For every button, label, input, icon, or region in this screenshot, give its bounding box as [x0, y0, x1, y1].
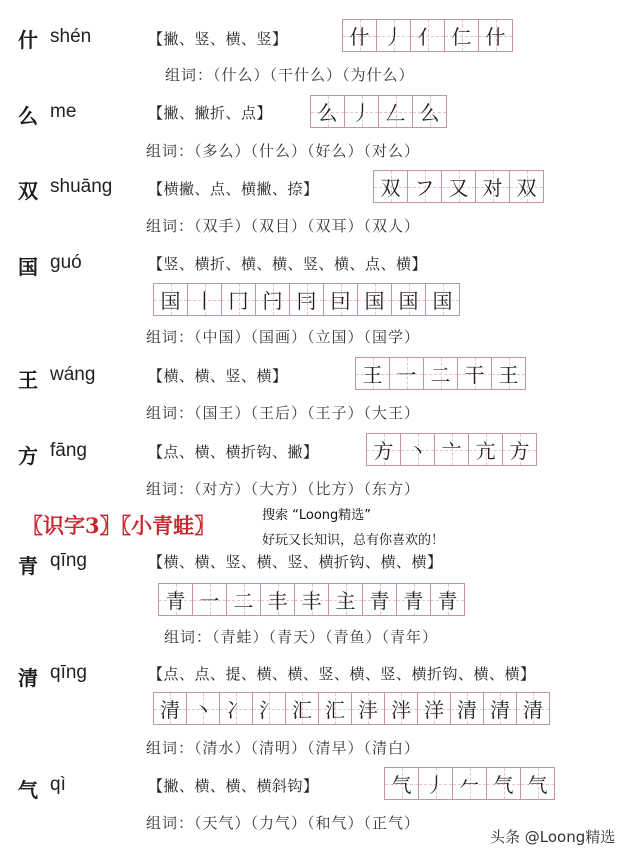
entry-pinyin: guó — [50, 252, 82, 273]
stroke-order-grid — [373, 170, 544, 203]
entry-words: 组词：（青蛙）（青天）（青鱼）（青年） — [164, 628, 439, 646]
grid-cell: 𠂉 — [453, 768, 487, 799]
stroke-order-grid — [153, 283, 460, 316]
grid-cell: 青 — [159, 584, 193, 615]
grid-cell: 亻 — [411, 20, 445, 51]
entry-words: 组词：（什么）（干什么）（为什么） — [165, 66, 415, 84]
entry-char: 清 — [18, 666, 38, 690]
grid-cell: 泮 — [385, 693, 418, 724]
stroke-order-grid — [342, 19, 513, 52]
entry-char: 么 — [18, 104, 38, 128]
grid-cell: 干 — [458, 358, 492, 389]
grid-cell: 𠃋 — [379, 96, 413, 127]
entry-pinyin: me — [50, 101, 77, 122]
entry-words: 组词：（中国）（国画）（立国）（国学） — [146, 328, 421, 346]
grid-cell: 么 — [413, 96, 446, 127]
entry-char: 青 — [18, 554, 38, 578]
grid-cell: 气 — [521, 768, 554, 799]
grid-cell: 清 — [517, 693, 549, 724]
entry-strokes: 【横、横、竖、横】 — [148, 367, 288, 385]
grid-cell: 汇 — [319, 693, 352, 724]
grid-cell: 方 — [503, 434, 536, 465]
grid-cell: 方 — [367, 434, 401, 465]
entry-words: 组词：（双手）（双目）（双耳）（双人） — [146, 217, 421, 235]
grid-cell: 主 — [329, 584, 363, 615]
grid-cell: 青 — [397, 584, 431, 615]
grid-cell: 国 — [358, 284, 392, 315]
entry-words: 组词：（多么）（什么）（好么）（对么） — [146, 142, 421, 160]
grid-cell: 一 — [390, 358, 424, 389]
grid-cell: 么 — [311, 96, 345, 127]
entry-words: 组词：（天气）（力气）（和气）（正气） — [146, 814, 421, 832]
entry-char: 方 — [18, 444, 38, 468]
entry-char: 气 — [18, 778, 38, 802]
grid-cell: フ — [408, 171, 442, 202]
stroke-order-grid — [310, 95, 447, 128]
grid-cell: 冫 — [220, 693, 253, 724]
section-title: 〖识字3〗〖小青蛙〗 — [22, 513, 216, 538]
grid-cell: 二 — [227, 584, 261, 615]
entry-pinyin: qīng — [50, 550, 87, 571]
grid-cell: 什 — [343, 20, 377, 51]
grid-cell: 冃 — [290, 284, 324, 315]
stroke-order-grid — [153, 692, 550, 725]
stroke-order-grid — [366, 433, 537, 466]
grid-cell: 气 — [487, 768, 521, 799]
grid-cell: 洋 — [418, 693, 451, 724]
watermark: 头条 @Loong精选 — [490, 828, 616, 846]
entry-words: 组词：（国王）（王后）（王子）（大王） — [146, 404, 421, 422]
entry-pinyin: fāng — [50, 440, 87, 461]
grid-cell: 气 — [385, 768, 419, 799]
grid-cell: 王 — [356, 358, 390, 389]
entry-pinyin: qīng — [50, 662, 87, 683]
grid-cell: 亠 — [435, 434, 469, 465]
entry-pinyin: shuāng — [50, 176, 113, 197]
entry-char: 王 — [18, 368, 38, 392]
grid-cell: 丿 — [377, 20, 411, 51]
entry-char: 双 — [18, 179, 38, 203]
stroke-order-grid — [384, 767, 555, 800]
entry-strokes: 【竖、横折、横、横、竖、横、点、横】 — [148, 255, 428, 273]
entry-pinyin: wáng — [50, 364, 96, 385]
grid-cell: 一 — [193, 584, 227, 615]
entry-words: 组词：（对方）（大方）（比方）（东方） — [146, 480, 421, 498]
grid-cell: 丰 — [295, 584, 329, 615]
grid-cell: 丰 — [261, 584, 295, 615]
grid-cell: 汇 — [286, 693, 319, 724]
grid-cell: 亢 — [469, 434, 503, 465]
grid-cell: 仁 — [445, 20, 479, 51]
grid-cell: 清 — [154, 693, 187, 724]
grid-cell: 国 — [392, 284, 426, 315]
grid-cell: 国 — [426, 284, 459, 315]
grid-cell: 青 — [363, 584, 397, 615]
entry-strokes: 【撇、竖、横、竖】 — [148, 30, 288, 48]
promo-search-text: 搜索 “Loong精选” — [262, 508, 372, 523]
grid-cell: 氵 — [253, 693, 286, 724]
entry-strokes: 【撇、横、横、横斜钩】 — [148, 777, 319, 795]
entry-pinyin: shén — [50, 26, 92, 47]
grid-cell: 清 — [451, 693, 484, 724]
entry-char: 什 — [18, 28, 38, 52]
promo-tagline: 好玩又长知识，总有你喜欢的！ — [262, 533, 445, 548]
grid-cell: 囙 — [324, 284, 358, 315]
stroke-order-grid — [355, 357, 526, 390]
grid-cell: 冂 — [222, 284, 256, 315]
grid-cell: 青 — [431, 584, 464, 615]
entry-strokes: 【点、点、提、横、横、竖、横、竖、横折钩、横、横】 — [148, 665, 536, 683]
entry-pinyin: qì — [50, 774, 66, 795]
entry-char: 国 — [18, 255, 38, 279]
entry-strokes: 【横撇、点、横撇、捺】 — [148, 180, 319, 198]
grid-cell: 丿 — [345, 96, 379, 127]
grid-cell: 双 — [510, 171, 543, 202]
grid-cell: 双 — [374, 171, 408, 202]
grid-cell: 什 — [479, 20, 512, 51]
grid-cell: 丶 — [401, 434, 435, 465]
grid-cell: 二 — [424, 358, 458, 389]
grid-cell: 王 — [492, 358, 525, 389]
stroke-order-grid — [158, 583, 465, 616]
grid-cell: 沣 — [352, 693, 385, 724]
grid-cell: 又 — [442, 171, 476, 202]
entry-strokes: 【点、横、横折钩、撇】 — [148, 443, 319, 461]
grid-cell: 丶 — [187, 693, 220, 724]
grid-cell: 丿 — [419, 768, 453, 799]
grid-cell: 丨 — [188, 284, 222, 315]
entry-words: 组词：（清水）（清明）（清早）（清白） — [146, 739, 421, 757]
grid-cell: 闩 — [256, 284, 290, 315]
entry-strokes: 【撇、撇折、点】 — [148, 104, 273, 122]
entry-strokes: 【横、横、竖、横、竖、横折钩、横、横】 — [148, 553, 443, 571]
grid-cell: 对 — [476, 171, 510, 202]
grid-cell: 国 — [154, 284, 188, 315]
grid-cell: 清 — [484, 693, 517, 724]
